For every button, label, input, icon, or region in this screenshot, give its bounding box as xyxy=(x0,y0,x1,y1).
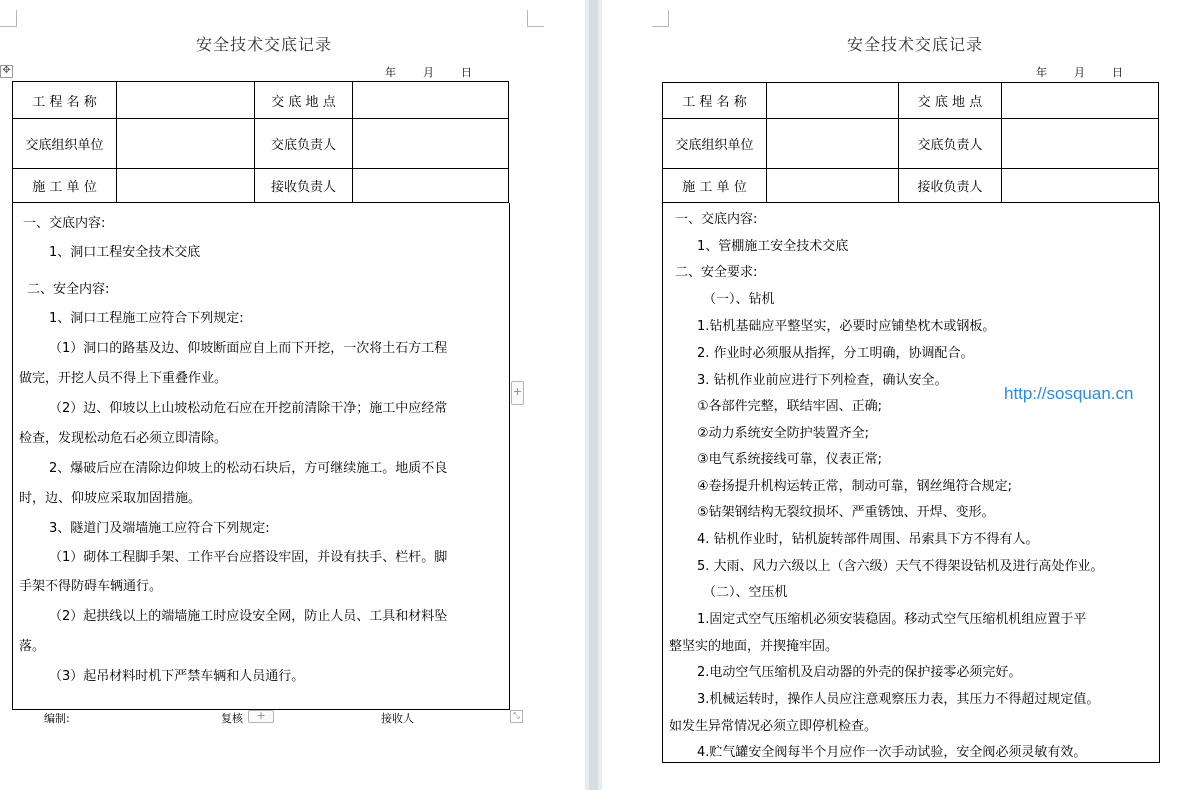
content-line: （一）、钻机 xyxy=(703,292,775,307)
date-day: 日 xyxy=(461,66,472,79)
content-line: （二）、空压机 xyxy=(703,585,788,600)
content-line: 4. 钻机作业时，钻机旋转部件周围、吊索具下方不得有人。 xyxy=(697,532,1039,547)
table-row xyxy=(663,169,1159,203)
content-line: 整坚实的地面，并揳掩牢固。 xyxy=(669,639,839,654)
receiver-field[interactable] xyxy=(353,169,509,203)
table-row xyxy=(13,169,509,203)
add-row-plus-icon[interactable]: + xyxy=(248,710,274,723)
content-line: 一、交底内容: xyxy=(23,216,106,231)
table-resize-icon[interactable]: ⤡ xyxy=(510,710,523,723)
content-line: ①各部件完整，联结牢固、正确; xyxy=(697,399,883,414)
content-line: （1）洞口的路基及边、仰坡断面应自上而下开挖，一次将土石方工程 xyxy=(49,341,448,356)
content-line: （1）砌体工程脚手架、工作平台应搭设牢固，并设有扶手、栏杆。脚 xyxy=(49,550,448,565)
date-day: 日 xyxy=(1112,66,1123,79)
content-line: 落。 xyxy=(19,639,46,654)
crop-mark-top-right xyxy=(527,10,544,27)
project-name-label: 工 程 名 称 xyxy=(663,83,767,119)
responsible-label: 交底负责人 xyxy=(255,119,353,169)
receiver-label: 接收负责人 xyxy=(255,169,353,203)
content-line: 5. 大雨、风力六级以上（含六级）天气不得架设钻机及进行高处作业。 xyxy=(697,559,1104,574)
content-line: 3.机械运转时，操作人员应注意观察压力表，其压力不得超过规定值。 xyxy=(697,692,1100,707)
watermark-link[interactable]: http://sosquan.cn xyxy=(1004,384,1134,403)
organizer-field[interactable] xyxy=(117,119,255,169)
page-gutter xyxy=(585,0,602,790)
content-line: 2、爆破后应在清除边仰坡上的松动石块后，方可继续施工。地质不良 xyxy=(49,461,448,476)
content-line: ③电气系统接线可靠，仪表正常; xyxy=(697,452,883,467)
content-line: ⑤钻架钢结构无裂纹损坏、严重锈蚀、开焊、变形。 xyxy=(697,505,995,520)
content-line: 4.贮气罐安全阀每半个月应作一次手动试验，安全阀必须灵敏有效。 xyxy=(697,745,1087,760)
construction-unit-field[interactable] xyxy=(767,169,899,203)
construction-unit-field[interactable] xyxy=(117,169,255,203)
content-line: 如发生异常情况必须立即停机检查。 xyxy=(669,719,878,734)
content-box[interactable] xyxy=(12,203,510,710)
content-line: 做完，开挖人员不得上下重叠作业。 xyxy=(19,371,228,386)
organizer-label: 交底组织单位 xyxy=(663,119,767,169)
content-line: 1.钻机基础应平整坚实，必要时应铺垫枕木或钢板。 xyxy=(697,319,996,334)
location-label: 交 底 地 点 xyxy=(255,82,353,119)
content-line: 2.电动空气压缩机及启动器的外壳的保护接零必须完好。 xyxy=(697,665,1022,680)
location-field[interactable] xyxy=(1002,83,1159,119)
content-line: 手架不得防碍车辆通行。 xyxy=(19,579,163,594)
date-month: 月 xyxy=(423,66,434,79)
crop-mark-top-left xyxy=(0,10,17,27)
responsible-field[interactable] xyxy=(1002,119,1159,169)
content-line: ④卷扬提升机构运转正常，制动可靠，钢丝绳符合规定; xyxy=(697,479,1013,494)
construction-unit-label: 施 工 单 位 xyxy=(13,169,117,203)
date-line xyxy=(385,64,472,80)
table-row xyxy=(663,119,1159,169)
table-row xyxy=(13,82,509,119)
project-name-label: 工 程 名 称 xyxy=(13,82,117,119)
table-row xyxy=(13,119,509,169)
date-year: 年 xyxy=(385,66,396,79)
organizer-field[interactable] xyxy=(767,119,899,169)
content-line: 检查，发现松动危石必须立即清除。 xyxy=(19,431,228,446)
content-line: （2）边、仰坡以上山坡松动危石应在开挖前清除干净；施工中应经常 xyxy=(49,401,448,416)
content-line: 1、管棚施工安全技术交底 xyxy=(697,239,849,254)
content-line: 3、隧道门及端墙施工应符合下列规定: xyxy=(49,521,270,536)
content-line: 3. 钻机作业前应进行下列检查，确认安全。 xyxy=(697,373,948,388)
content-line: （2）起拱线以上的端墙施工时应设安全网，防止人员、工具和材料坠 xyxy=(49,609,448,624)
date-month: 月 xyxy=(1074,66,1085,79)
receiver-label: 接收负责人 xyxy=(899,169,1002,203)
content-line: （3）起吊材料时机下严禁车辆和人员通行。 xyxy=(49,669,305,684)
responsible-field[interactable] xyxy=(353,119,509,169)
responsible-label: 交底负责人 xyxy=(899,119,1002,169)
organizer-label: 交底组织单位 xyxy=(13,119,117,169)
crop-mark-top-left xyxy=(652,10,669,27)
table-move-icon[interactable]: ✥ xyxy=(0,65,13,78)
date-line xyxy=(1036,64,1123,80)
content-line: 1、洞口工程安全技术交底 xyxy=(49,245,201,260)
location-field[interactable] xyxy=(353,82,509,119)
content-box[interactable] xyxy=(662,202,1160,763)
footer-receiver: 接收人 xyxy=(381,712,414,725)
receiver-field[interactable] xyxy=(1002,169,1159,203)
add-column-plus-icon[interactable]: + xyxy=(511,381,524,405)
info-table xyxy=(12,81,509,203)
footer-editor: 编制: xyxy=(44,712,70,725)
content-line: ②动力系统安全防护装置齐全; xyxy=(697,426,870,441)
project-name-field[interactable] xyxy=(117,82,255,119)
construction-unit-label: 施 工 单 位 xyxy=(663,169,767,203)
content-line: 1.固定式空气压缩机必须安装稳固。移动式空气压缩机机组应置于平 xyxy=(697,612,1087,627)
content-line: 一、交底内容: xyxy=(675,212,758,227)
table-row xyxy=(663,83,1159,119)
info-table xyxy=(662,82,1159,203)
content-line: 2. 作业时必须服从指挥，分工明确，协调配合。 xyxy=(697,346,974,361)
content-line: 1、洞口工程施工应符合下列规定: xyxy=(49,311,244,326)
date-year: 年 xyxy=(1036,66,1047,79)
document-page-left xyxy=(0,0,585,790)
content-line: 二、安全内容: xyxy=(27,282,110,297)
content-line: 时，边、仰坡应采取加固措施。 xyxy=(19,491,202,506)
document-title: 安全技术交底记录 xyxy=(847,35,984,54)
content-line: 二、安全要求: xyxy=(675,265,758,280)
footer-reviewer: 复核 xyxy=(221,712,243,725)
document-title: 安全技术交底记录 xyxy=(196,35,333,54)
project-name-field[interactable] xyxy=(767,83,899,119)
location-label: 交 底 地 点 xyxy=(899,83,1002,119)
